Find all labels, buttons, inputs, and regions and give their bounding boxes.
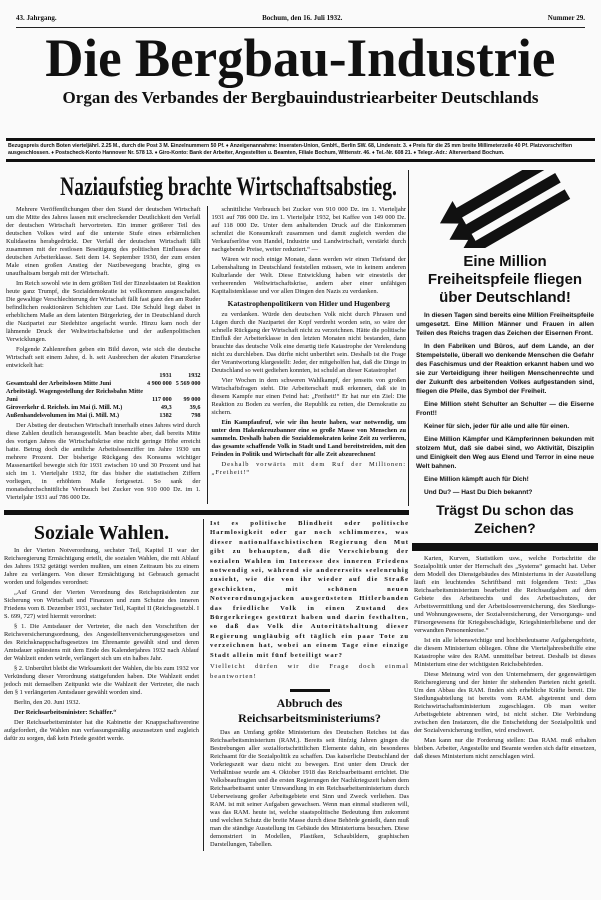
section-divider <box>4 510 409 515</box>
paragraph: „Auf Grund der Vierten Verordnung des Reichspräsidenten zur Sicherung von Wirtschaft und Finanzen und zum Schutze des inneren Friedens vom 8. Dezember 1931, sechster Teil, Kapitel II (Reichsgesetzbl. I S. 699, 727) wird hiermit verordnet: <box>4 589 199 620</box>
year-header: 1932 <box>188 372 201 379</box>
paragraph: Eine Million Kämpfer und Kämpferinnen bekunden mit stolzem Mut, daß sie dabei sind, wo Aktivität, Disziplin und Einigkeit den Weg aus Elend und Terror in eine neue Welt bahnen. <box>416 436 594 470</box>
subscription-info-band: Bezugspreis durch Boten vierteljährl. 2.25 M., durch die Post 3 M. Einzelnummern 50 Pf. ♦ Anzeigenannahme: Inseraten-Union, GmbH., Berlin SW. 68, Lindenstr. 3. ♦ Preis für die 25 mm breite Millimeterzeile 40 Pf. Platzvorschriften ausgeschlossen. ♦ Postscheck-Konto Hannover Nr. 578 13. ♦ Giro-Konto: Bank der Arbeiter, Angestellten u. Beamten, Filiale Bochum, Wittenstr. 46. ♦ Tel.-Nr. 608 21. ♦ Telegr.-Adr.: Alterverband Bochum. <box>6 138 595 162</box>
paragraph: Eine Million steht Schulter an Schulter — die Eiserne Front!! <box>416 401 594 417</box>
paragraph: Karten, Kurven, Statistiken usw., welche Fortschritte die Sozialpolitik unter der Herrschaft des „Systems“ gemacht hat. Ueber dem Modell des Dienstgebäudes des Ministeriums in der Ausstellung läuft ein leuchtendes Schriftband mit folgendem Text: „Das Reichsarbeitsministerium bearbeitet die Reichsaufgaben auf dem Gebiete des Arbeitsrechts und des Arbeitsschutzes, der Arbeitsvermittlung und der Arbeitslosenversicherung, des Siedlungs- und Wohnungswesens, der Sozialversicherung, der Versorgungs- und Fürsorgewesens für Kriegsbeschädigte, Kriegshinterbliebene und der verwandten Personenkreise.“ <box>414 555 596 634</box>
paragraph: § 2. Unberührt bleibt die Wirksamkeit der Wahlen, die bis zum 1932 vor Verkündung dieser Verordnung stattgefunden haben. Die Wahlzeit endet jedoch mit demselben Zeitpunkt wie die Wahlzeit der Vertreter, die nach den § 1 verlängerten Amtsdauer gewählt worden sind. <box>4 665 199 696</box>
paragraph: Folgende Zahlenreihen geben ein Bild davon, wie sich die deutsche Wirtschaft seit einem Jahre, d. h. seit Ausbrechen der akuten Finanzkrise entwickelt hat: <box>6 346 201 369</box>
paragraph: Man kann nur die Forderung stellen: Das RAM. muß erhalten bleiben. Arbeiter, Angestellte und Beamte werden sich dafür einsetzen, daß dieses Ministerium nicht zerschlagen wird. <box>414 737 596 760</box>
left-section <box>4 170 409 851</box>
paragraph: Der Reichsarbeitsminister hat die Kabinette der Knappschaftsvereine aufgefordert, die Wahlen nun verfassungsmäßig auszusetzen und zugleich dafür zu sorgen, daß kein Friede gestört werde. <box>4 719 199 742</box>
continued-article <box>412 555 598 761</box>
soziale-wahlen-article <box>4 519 204 851</box>
black-bar-divider <box>412 543 598 551</box>
paragraph: Eine Million kämpft auch für Dich! <box>424 476 529 483</box>
cell: 1382 <box>159 412 172 419</box>
economy-table <box>6 372 201 420</box>
cell: Giroverkehr d. Reichsb. im Mai (i. Mill. M.) <box>6 404 123 411</box>
eiserne-front-ad <box>412 170 598 763</box>
paragraph: Und Du? — Hast Du Dich bekannt? <box>424 489 533 496</box>
signature: Der Reichsarbeitsminister: Schäffer.“ <box>14 709 117 716</box>
year-header: 1931 <box>159 372 172 379</box>
three-arrows-icon <box>412 170 598 248</box>
paragraph: Im Reich sowohl wie in dem größten Teil der Einzelstaaten ist Reaktion heute ganz Trumpf, die Sozialdemokratie ist vollkommen ausgeschaltet. Die gewaltige Verschlechterung der Wirtschaft fällt fast ganz den am Ruder befindlichen reaktionären Schichten zur Last. Die Schuld liegt dabei in erheblichem Maße an dem latenten Bürgerkrieg, der in Deutschland durch die Nazipartei zur Siedehitze angefacht wurde. Hinzu kam noch der lähmende Druck der Weltwirtschaftskrise und der außenpolitischen Verwicklungen. <box>6 280 201 343</box>
paragraph: Berlin, den 20. Juni 1932. <box>14 699 81 706</box>
paragraph: Diese Meinung wird von den Unternehmern, der gegenwärtigen Reichsregierung und der hinter ihr stehenden Parteien nicht geteilt. Um den Abbau des RAM. finden sich erhebliche Kräfte bereit. Die Siedlungsabteilung ist bereits vom RAM. abgetrennt und dem Reichswirtschaftsministerium zugeschlagen. Ob man weiter Arbeitsgebiete abtrennen wird, ist nicht sicher. Die Verbindung zwischen den Instanzen, die die Entscheidung der Sozialpolitik und der Sozialversicherung treffen, wird erschwert. <box>414 671 596 734</box>
article-headline: Abbruch des Reichsarbeitsministeriums? <box>238 695 381 725</box>
lead-column-2 <box>207 206 407 504</box>
cell: 39,6 <box>189 404 201 411</box>
masthead <box>0 28 601 88</box>
subheading: Katastrophenpolitikern von Hitler und Hugenberg <box>227 299 390 308</box>
cell: Gesamtzahl der Arbeitslosen Mitte Juni <box>6 380 112 387</box>
paragraph: Keiner für sich, jeder für alle und alle für einen. <box>424 423 570 430</box>
cell: 798 <box>191 412 201 419</box>
lead-headline: Naziaufstieg brachte Wirtschaftsabstieg. <box>60 172 397 201</box>
cell: 4 900 000 <box>147 380 172 387</box>
cell: Arbeitstägl. Wagengestellung der Reichsbahn Mitte Juni <box>6 388 143 403</box>
paragraph: Der Abstieg der deutschen Wirtschaft innerhalb eines Jahres wird durch diese Zahlen deutlich herausgestellt. Man beachte aber, daß bereits Mitte des vorigen Jahres die Wirtschaftskrise eine nicht geringe Höhe erreicht hatte. Betrug doch die amtliche Arbeitslosenziffer im Jahre 1930 um mehrere Prozent. Der bisherige Rückgang des Konsums wichtiger Massenartikel bewegte sich für 1931 zwischen 10 und 30 Prozent und hat sich im 1. Vierteljahr 1932, für das bisher die statistischen Ziffern vorliegen, in erhöhtem Maße fortgesetzt. So sank der monatsdurchschnittliche Verbrauch bei Zucker von 910 000 Dz. im 1. Vierteljahr 1931 auf 786 000 Dz. <box>6 422 201 501</box>
paragraph: Das an Umfang größte Ministerium des Deutschen Reiches ist das Reichsarbeitsministerium (RAM.). Bereits seit fünfzig Jahren gingen die Bestrebungen aller sozialfortschrittlichen Elemente dahin, ein besonderes Reichsamt für die Sozialpolitik zu schaffen. Das kaiserliche Deutschland der Vorkriegszeit war dazu nicht zu bewegen. Erst unter dem Druck der Verhältnisse wurde am 4. Oktober 1918 das Reichsarbeitsamt errichtet. Die Volksbeauftragten und die ersten Regierungen der Nachkriegszeit haben dem Reichsarbeitsamt unter Umwandlung in ein Reichsarbeitsministerium durch Ueberweisung großer Arbeitsgebiete erst Sinn und Zweck verliehen. Das RAM. ist mit seiner Aufgaben gewachsen. Wenn man einmal studieren will, was das RAM. heute ist, welche staatspolitische Bedeutung ihm zukommt und welchen Schutz die breite Masse durch diese Behörde genießt, dann muß man die ständige Ausstellung im Gebäude des Ministeriums besuchen. Diese demonstriert in Modellen, Plastiken, Schaubildern, graphischen Darstellungen, Tabellen. <box>210 728 409 848</box>
table-row <box>6 404 201 412</box>
paragraph: In diesen Tagen sind bereits eine Million Freiheitspfeile umgesetzt. Eine Million Männer und Frauen in allen Teilen des Reichs tragen das Zeichen der Eisernen Front. <box>416 312 594 337</box>
issue-number: Nummer 29. <box>547 14 585 22</box>
table-row <box>6 412 201 420</box>
volume-year: 43. Jahrgang. <box>16 14 57 22</box>
lead-column-1 <box>6 206 201 504</box>
issue-date: Bochum, den 16. Juli 1932. <box>262 14 343 22</box>
ad-headline: Eine Million Freiheitspfeile fliegen über Deutschland! <box>427 253 583 306</box>
closing-line: Deshalb vorwärts mit dem Ruf der Millionen: „Freiheit!“ <box>211 461 406 476</box>
masthead-subtitle: Organ des Verbandes der Bergbauindustriearbeiter Deutschlands <box>62 88 539 107</box>
lead-article <box>4 170 409 506</box>
spaced-paragraph: Vielleicht dürfen wir die Frage doch einmal beantworten! <box>210 663 409 680</box>
paragraph: Vier Wochen in dem schweren Wahlkampf, der jenseits von großen Wirtschaftsfragen steht. Die Arbeiterschaft muß erkennen, daß sie in diesem Kampfe nur einen Feind hat: „Freiheit!“ Er hat nur ein Ziel: Die Reaktion zu Boden zu werfen, die Republik zu retten, die Demokratie zu sichern. <box>211 377 406 416</box>
cell: 117 000 <box>151 396 172 403</box>
cell: 49,3 <box>160 404 172 411</box>
article-headline: Soziale Wahlen. <box>33 522 170 544</box>
cell: 5 569 000 <box>175 380 201 387</box>
ad-tagline: Trägst Du schon das Zeichen? <box>436 502 574 536</box>
paragraph: Mehrere Veröffentlichungen über den Stand der deutschen Wirtschaft um die Mitte des Jahres lassen mit erschreckender Deutlichkeit den Verfall der deutschen Wirtschaft hervortreten. Ein immer größerer Teil des deutschen Volkes wird auf die unterste Stufe eines erbärmlichen Kulidaseins herabgedrückt. Der Verfall der deutschen Wirtschaft fällt zusammen mit der restlosen Beseitigung des politischen Einflusses der deutschen Arbeiterklasse. Seit dem 14. September 1930, der zum ersten Male einen großen Anstieg der Nazibewegung brachte, ging es unaufhaltsam bergab mit der Wirtschaft. <box>6 206 201 277</box>
table-row <box>6 380 201 388</box>
cell: Außenhandelsvolumen im Mai (i. Mill. M.) <box>6 412 120 419</box>
paragraph: Ein Kampfaufruf, wie wir ihn heute haben, war notwendig, um unter dem Hakenkreuzbanner eine so große Masse von Menschen zu sammeln. Deshalb haben die Sozialdemokraten keine Zeit zu verlieren, das gesamte schaffende Volk in Stadt und Land bereitstreiden, mit den Feinden in Politik und Wirtschaft für alle Zeit abzurechnen! <box>211 419 406 458</box>
ad-body <box>412 311 598 497</box>
table-row <box>6 388 201 404</box>
divider <box>290 689 330 692</box>
paragraph: schnittliche Verbrauch bei Zucker von 910 000 Dz. im 1. Vierteljahr 1931 auf 786 000 Dz. im 1. Vierteljahr 1932, bei Kaffee von 149 000 Dz. auf 118 000 Dz. Unter dem anhaltenden Druck auf die Einkommen schmilzt die Konsumkraft zusammen und damit zugleich werden die Verkaufserlöse von Handel, Industrie und Landwirtschaft, verstärkt durch nachgebende Preise, weiter reduziert.“ — <box>211 206 406 253</box>
article-body <box>4 547 199 743</box>
lead-headline-wrap <box>4 170 408 204</box>
paragraph: zu verdanken. Würde den deutschen Volk nicht durch Phrasen und Lügen durch die Nazipartei der Kopf verdreht worden sein, so wäre der schnelle Rückgang der Wirtschaft nicht zu verzeichnen. Hätte die politische Einfluß der Arbeiterklasse in den letzten Monaten nicht bestanden, dann brauchte das deutsche Volk eine derartig tiefe Katastrophe der Verelendung nicht zu durchleben. Das dürfte nicht unberührt sein. Deshalb ist die Frage der Verantwortung klargestellt: Jeder, der mitgeholfen hat, daß die Dinge in Deutschland so weit gediehen konnten, ist schuld an dieser Katastrophe! <box>211 311 406 374</box>
paragraph: In den Fabriken und Büros, auf dem Lande, an der Stempelstelle, überall wo denkende Menschen die Gefahr des Faschismus und der Reaktion erkannt haben und wo sie zur Verteidigung ihrer heiligen Menschenrechte und der Zukunft des arbeitenden Volkes aufgestanden sind, fliegen die Pfeile, das Symbol der Freiheit. <box>416 343 594 395</box>
article-body <box>210 729 409 849</box>
spaced-paragraph: Ist es politische Blindheit oder politische Harmlosigkeit oder gar noch schlimmeres, was dieser nationalfaschistischen Regierung den Mut gibt zu behaupten, daß die Verschiebung der sozialen Wahlen im Interesse des inneren Friedens notwendig sei, während sie andererseits seelenruhig zusieht, wie die von ihr wieder auf die Straße geschickten, mit schönen neuen Notverordnungsjacken ausgerüsteten Hitlerbanden das friedliche Volk in einen Zustand des Bürgerkrieges gestürzt haben und darin festhalten, so daß das Volk die Autoritätshaltung dieser Regierung ungläubig oft täglich ein paar Tote zu verzeichnen hat, wobei an einem Tage eine einzige Stadt allein mit fünf beteiligt war? <box>210 520 409 659</box>
masthead-title: Die Bergbau-Industrie <box>45 28 556 88</box>
paragraph: Ist ein alle lebenswichtige und hochbedeutsame Aufgabengebiete, die diesem Ministerium obliegen. Ohne die Vierteljahresbeihilfe eine Katastrophe wäre des RAM. unmittelbar betreut. Deshalb ist dieses Ministerium eine der wichtigsten Reichsbehörden. <box>414 637 596 668</box>
paragraph: Wären wir noch einige Monate, dann werden wir einen Tiefstand der Lebenshaltung in Deutschland feststellen müssen, wie in keinem anderen Kulturlande der Welt. Diese Entwicklung haben wir einesteils der verheerenden Weltwirtschaftskrise, andern aber einer unfähigen Kapitalistenklasse und vor allen Dingen den Nazis zu verdanken. <box>211 256 406 295</box>
paragraph: In der Vierten Notverordnung, sechster Teil, Kapitel II war der Reichsregierung Ermächtigung erteilt, die sozialen Wahlen, die mit Ablauf des Jahres 1932 getätigt werden mußten, um einen Zeitraum bis zu einem Jahre zu verlängern. Von dieser Ermächtigung ist Gebrauch gemacht worden und folgendes verordnet: <box>4 547 199 586</box>
middle-column <box>210 519 409 851</box>
lower-section <box>4 519 409 851</box>
dateline <box>16 14 585 28</box>
paragraph: § 1. Die Amtsdauer der Vertreter, die nach den Vorschriften der Reichsversicherungsordnung, des Angestelltenversicherungsgesetzes und des Reichsknappschaftsgesetzes im Ehrenamte gewählt sind und deren Amtsdauer spätestens mit dem Ende des Kalenderjahres 1932 nach Ablauf der Wahlzeit enden würde, verlängert sich um ein halbes Jahr. <box>4 623 199 662</box>
cell: 99 000 <box>183 396 201 403</box>
